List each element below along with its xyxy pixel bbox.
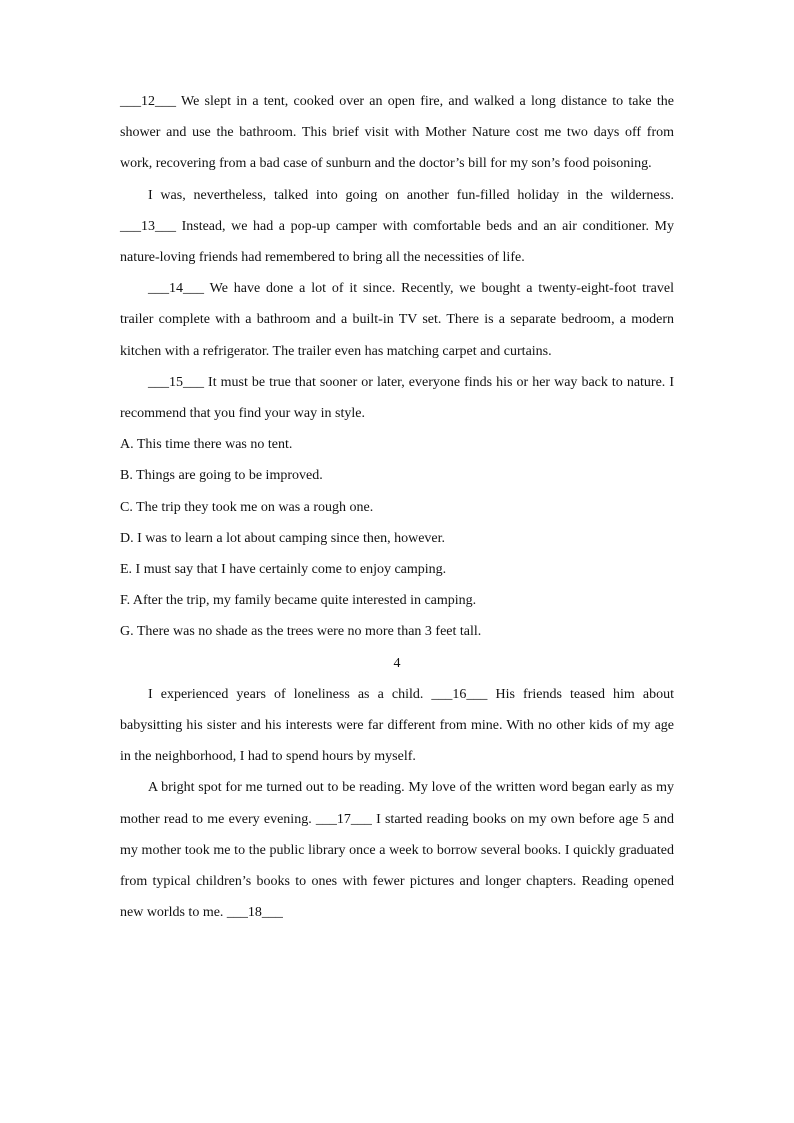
option-a: A. This time there was no tent. <box>120 437 293 453</box>
option-e: E. I must say that I have certainly come to enjoy camping. <box>120 562 447 578</box>
paragraph-q15: ___15___ It must be true that sooner or later, everyone finds his or her way back to nature. I recommend that you find your way in style. <box>120 374 674 422</box>
option-d: D. I was to learn a lot about camping since then, however. <box>120 530 446 546</box>
option-g: G. There was no shade as the trees were no more than 3 feet tall. <box>120 624 482 640</box>
paragraph-q16: I experienced years of loneliness as a child. ___16___ His friends teased him about babysitting his sister and his interests were far different from mine. With no other kids of my age in the neighborhood, I had to spend hours by myself. <box>120 686 674 765</box>
option-c: C. The trip they took me on was a rough one. <box>120 499 374 515</box>
paragraph-q14: ___14___ We have done a lot of it since. Recently, we bought a twenty-eight-foot travel trailer complete with a bathroom and a built-in TV set. There is a separate bedroom, a modern kitchen with a refrigerator. The trailer even has matching carpet and curtains. <box>120 281 674 359</box>
document-page <box>120 86 674 928</box>
option-f: F. After the trip, my family became quite interested in camping. <box>120 593 477 609</box>
option-b: B. Things are going to be improved. <box>120 468 323 484</box>
paragraph-q17-q18: A bright spot for me turned out to be reading. My love of the written word began early as my mother read to me every evening. ___17___ I started reading books on my own before age 5 and my mother took me to the public library once a week to borrow several books. I quickly graduated from typical children’s books to ones with fewer pictures and longer chapters. Reading opened new worlds to me. ___18___ <box>120 780 674 921</box>
paragraph-q13: I was, nevertheless, talked into going on another fun-filled holiday in the wilderness. ___13___ Instead, we had a pop-up camper with comfortable beds and an air conditioner. My nature-loving friends had remembered to bring all the necessities of life. <box>120 187 674 266</box>
paragraph-q12: ___12___ We slept in a tent, cooked over an open fire, and walked a long distance to take the shower and use the bathroom. This brief visit with Mother Nature cost me two days off from work, recovering from a bad case of sunburn and the doctor’s bill for my son’s food poisoning. <box>120 94 674 172</box>
passage-number: 4 <box>393 655 401 671</box>
